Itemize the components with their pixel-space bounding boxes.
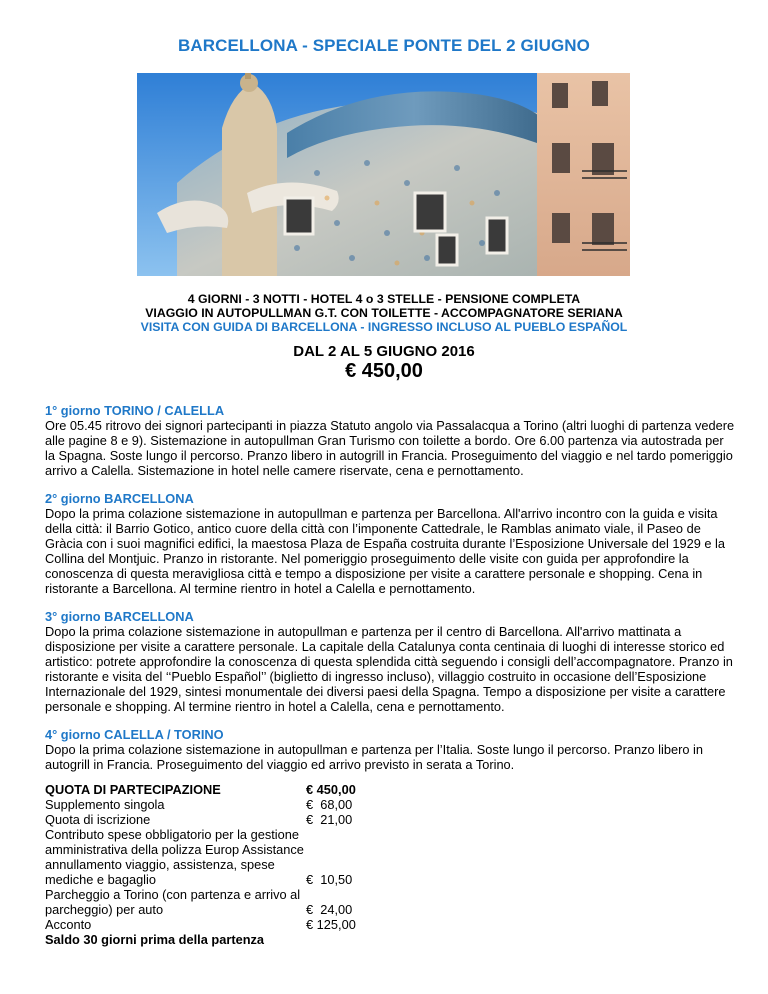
itinerary-day-3: [45, 609, 735, 714]
day-heading: 2° giorno BARCELLONA: [45, 491, 194, 506]
price-value: € 125,00: [306, 917, 356, 932]
travel-dates: DAL 2 AL 5 GIUGNO 2016: [293, 343, 475, 360]
price-row-quota: [45, 782, 405, 797]
price-label: Contributo spese obbligatorio per la gestione amministrativa della polizza Europ Assistance annullamento viaggio, assistenza, spese mediche e bagaglio: [45, 827, 304, 887]
tour-price: € 450,00: [345, 360, 423, 382]
price-label: Supplemento singola: [45, 797, 165, 812]
page-title: BARCELLONA - SPECIALE PONTE DEL 2 GIUGNO: [177, 36, 591, 55]
price-label: Quota di iscrizione: [45, 812, 151, 827]
subtitle-line-3: VISITA CON GUIDA DI BARCELLONA - INGRESSO INCLUSO AL PUEBLO ESPAÑOL: [140, 320, 628, 334]
day-heading: 3° giorno BARCELLONA: [45, 609, 194, 624]
itinerary-day-4: [45, 727, 735, 772]
subtitle-line-1: 4 GIORNI - 3 NOTTI - HOTEL 4 o 3 STELLE - PENSIONE COMPLETA: [187, 292, 581, 306]
price-table: [45, 782, 405, 947]
casa-batllo-photo: [137, 73, 630, 276]
subtitle-line-2: VIAGGIO IN AUTOPULLMAN G.T. CON TOILETTE - ACCOMPAGNATORE SERIANA: [145, 306, 623, 320]
price-row-singola: [45, 797, 405, 812]
day-text: Dopo la prima colazione sistemazione in autopullman e partenza per l’Italia. Soste lungo il percorso. Pranzo libero in autogrill in Francia. Proseguimento del viaggio ed arrivo previsto in serata a Torino.: [45, 742, 703, 772]
itinerary-day-1: [45, 403, 735, 478]
price-row-parcheggio: [45, 887, 405, 917]
price-row-acconto: [45, 917, 405, 932]
price-value: € 450,00: [306, 782, 356, 797]
price-value: € 21,00: [306, 812, 353, 827]
price-value: € 24,00: [306, 902, 353, 917]
price-row-iscrizione: [45, 812, 405, 827]
day-text: Ore 05.45 ritrovo dei signori partecipanti in piazza Statuto angolo via Passalacqua a Torino (altri luoghi di partenza vedere alle pagine 8 e 9). Sistemazione in autopullman Gran Turismo con toilette a bordo. Ore 6.00 partenza via autostrada per la Spagna. Soste lungo il percorso. Pranzo libero in autogrill in Francia. Proseguimento del viaggio e nel tardo pomeriggio arrivo a Calella. Sistemazione in hotel nelle camere riservate, cena e pernottamento.: [45, 418, 735, 478]
price-label: Acconto: [45, 917, 92, 932]
price-value: € 10,50: [306, 872, 353, 887]
day-text: Dopo la prima colazione sistemazione in autopullman e partenza per il centro di Barcellona. All'arrivo mattinata a disposizione per visite a carattere personale. La capitale della Catalunya conta centinaia di luoghi di interesse storico ed artistico: potrete approfondire la conoscenza di questa splendida città seguendo i consigli dell’accompagnatore. Pranzo in ristorante e visita del ‘‘Pueblo Español’’ (biglietto di ingresso incluso), villaggio costruito in occasione dell’Esposizione Internazionale del 1929, sintesi monumentale dei diversi paesi della Spagna. Tempo a disposizione per visite a carattere personale e shopping. Al termine rientro in hotel a Calella, cena e pernottamento.: [45, 624, 733, 714]
price-label: QUOTA DI PARTECIPAZIONE: [45, 782, 221, 797]
itinerary-day-2: [45, 491, 735, 596]
price-value: € 68,00: [306, 797, 353, 812]
day-text: Dopo la prima colazione sistemazione in autopullman e partenza per Barcellona. All'arrivo incontro con la guida e visita della città: il Barrio Gotico, antico cuore della città con l’imponente Cattedrale, le Ramblas animato viale, il Paseo de Gràcia con i suoi magnifici edifici, la maestosa Plaza de España costruita durante l’Esposizione Universale del 1929 e la Collina del Montjuic. Pranzo in ristorante. Nel pomeriggio proseguimento delle visite con guida per approfondire la conoscenza di questa meravigliosa città e tempo a disposizione per visite a carattere personale e shopping. Cena in ristorante a Barcellona. Al termine rientro in hotel a Calella e pernottamento.: [45, 506, 726, 596]
day-heading: 4° giorno CALELLA / TORINO: [45, 727, 224, 742]
price-row-contributo: [45, 827, 405, 887]
price-label: Parcheggio a Torino (con partenza e arrivo al parcheggio) per auto: [45, 887, 301, 917]
price-footer: Saldo 30 giorni prima della partenza: [45, 932, 265, 947]
day-heading: 1° giorno TORINO / CALELLA: [45, 403, 225, 418]
